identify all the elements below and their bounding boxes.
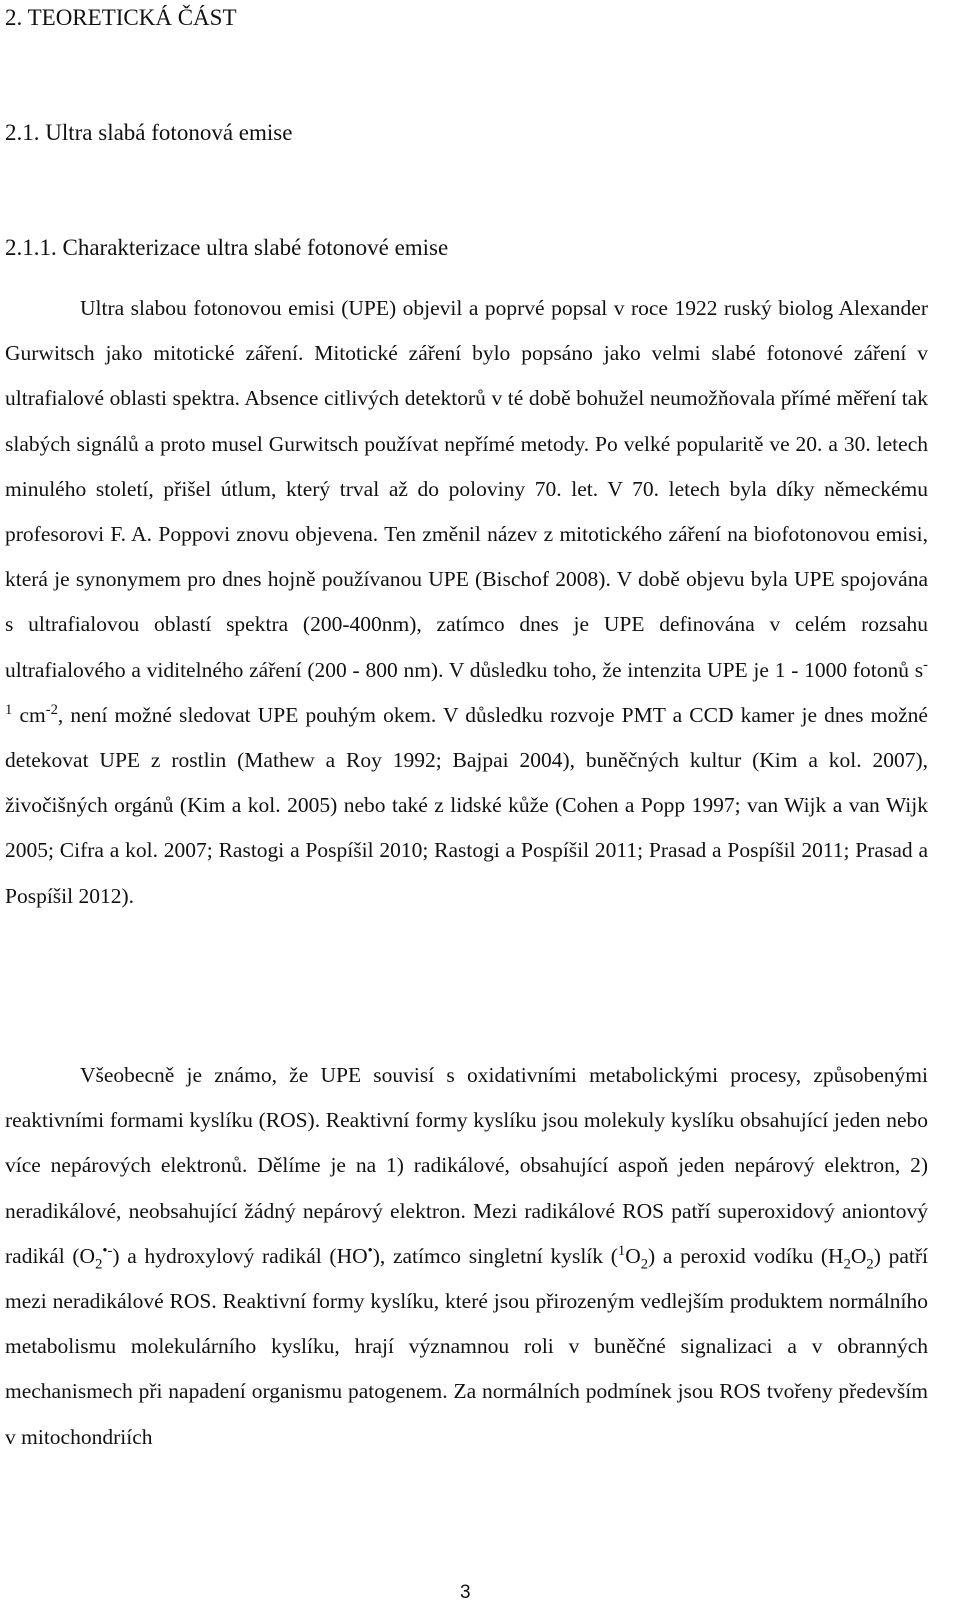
paragraph-text: O [625,1243,641,1268]
chapter-title: TEORETICKÁ ČÁST [27,5,237,30]
superscript: -1 [5,656,928,718]
subsection-number: 2.1.1. [5,235,57,260]
section-title: Ultra slabá fotonová emise [45,120,293,145]
superscript: -2 [45,701,58,718]
subsection-title: Charakterizace ultra slabé fotonové emise [62,235,449,260]
section-number: 2.1. [5,120,40,145]
subscript: 2 [95,1256,103,1273]
subscript: 2 [866,1256,874,1273]
paragraph-text: Ultra slabou fotonovou emisi (UPE) objevil a poprvé popsal v roce 1922 ruský biolog Alexander Gurwitsch jako mitotické záření. Mitotické záření bylo popsáno jako velmi slabé fotonové záření v ultrafialové oblasti spektra. Absence citlivých detektorů v té době bohužel neumožňovala přímé měření tak slabých signálů a proto musel Gurwitsch používat nepřímé metody. Po velké popularitě ve 20. a 30. letech minulého století, přišel útlum, který trval až do poloviny 70. let. V 70. letech byla díky německému profesorovi F. A. Poppovi znovu objevena. Ten změnil název z mitotického záření na biofotonovou emisi, která je synonymem pro dnes hojně používanou UPE (Bischof 2008). V době objevu byla UPE spojována s ultrafialovou oblastí spektra (200-400nm), zatímco dnes je UPE definována v celém rozsahu ultrafialového a viditelného záření (200 - 800 nm). V důsledku toho, že intenzita UPE je 1 - 1000 fotonů s [5,296,928,682]
paragraph-text: O [850,1243,867,1268]
paragraph-text: ) patří mezi neradikálové ROS. Reaktivní formy kyslíku, které jsou přirozeným vedlejším produktem normálního metabolismu molekulárního kyslíku, hrají významnou roli v buněčné signalizaci a v obranných mechanismech při napadení organismu patogenem. Za normálních podmínek jsou ROS tvořeny především v mitochondriích [5,1243,928,1449]
paragraph-upe-characterization [5,286,928,919]
superscript: •- [102,1242,113,1259]
paragraph-text: ), zatímco singletní kyslík ( [372,1243,618,1268]
paragraph-ros [5,1053,928,1460]
superscript: 1 [617,1242,626,1259]
chapter-number: 2. [5,5,23,30]
section-heading [5,118,292,148]
subsection-heading [5,233,448,263]
page-number: 3 [460,1582,471,1603]
paragraph-text: , není možné sledovat UPE pouhým okem. V důsledku rozvoje PMT a CCD kamer je dnes možné detekovat UPE z rostlin (Mathew a Roy 1992; Bajpai 2004), buněčných kultur (Kim a kol. 2007), živočišných orgánů (Kim a kol. 2005) nebo také z lidské kůže (Cohen a Popp 1997; van Wijk a van Wijk 2005; Cifra a kol. 2007; Rastogi a Pospíšil 2010; Rastogi a Pospíšil 2011; Prasad a Pospíšil 2011; Prasad a Pospíšil 2012). [5,702,928,908]
superscript: • [367,1242,373,1259]
paragraph-text: Všeobecně je známo, že UPE souvisí s oxidativními metabolickými procesy, způsobenými reaktivními formami kyslíku (ROS). Reaktivní formy kyslíku jsou molekuly kyslíku obsahující jeden nebo více nepárových elektronů. Dělíme je na 1) radikálové, obsahující aspoň jeden nepárový elektron, 2) neradikálové, neobsahující žádný nepárový elektron. Mezi radikálové ROS patří superoxidový aniontový radikál (O [5,1063,928,1268]
subscript: 2 [640,1256,649,1273]
paragraph-text: ) a peroxid vodíku (H [648,1243,844,1268]
chapter-heading [5,3,237,33]
subscript: 2 [843,1256,851,1273]
paragraph-text: ) a hydroxylový radikál (HO [112,1243,368,1268]
paragraph-text: cm [12,702,46,727]
